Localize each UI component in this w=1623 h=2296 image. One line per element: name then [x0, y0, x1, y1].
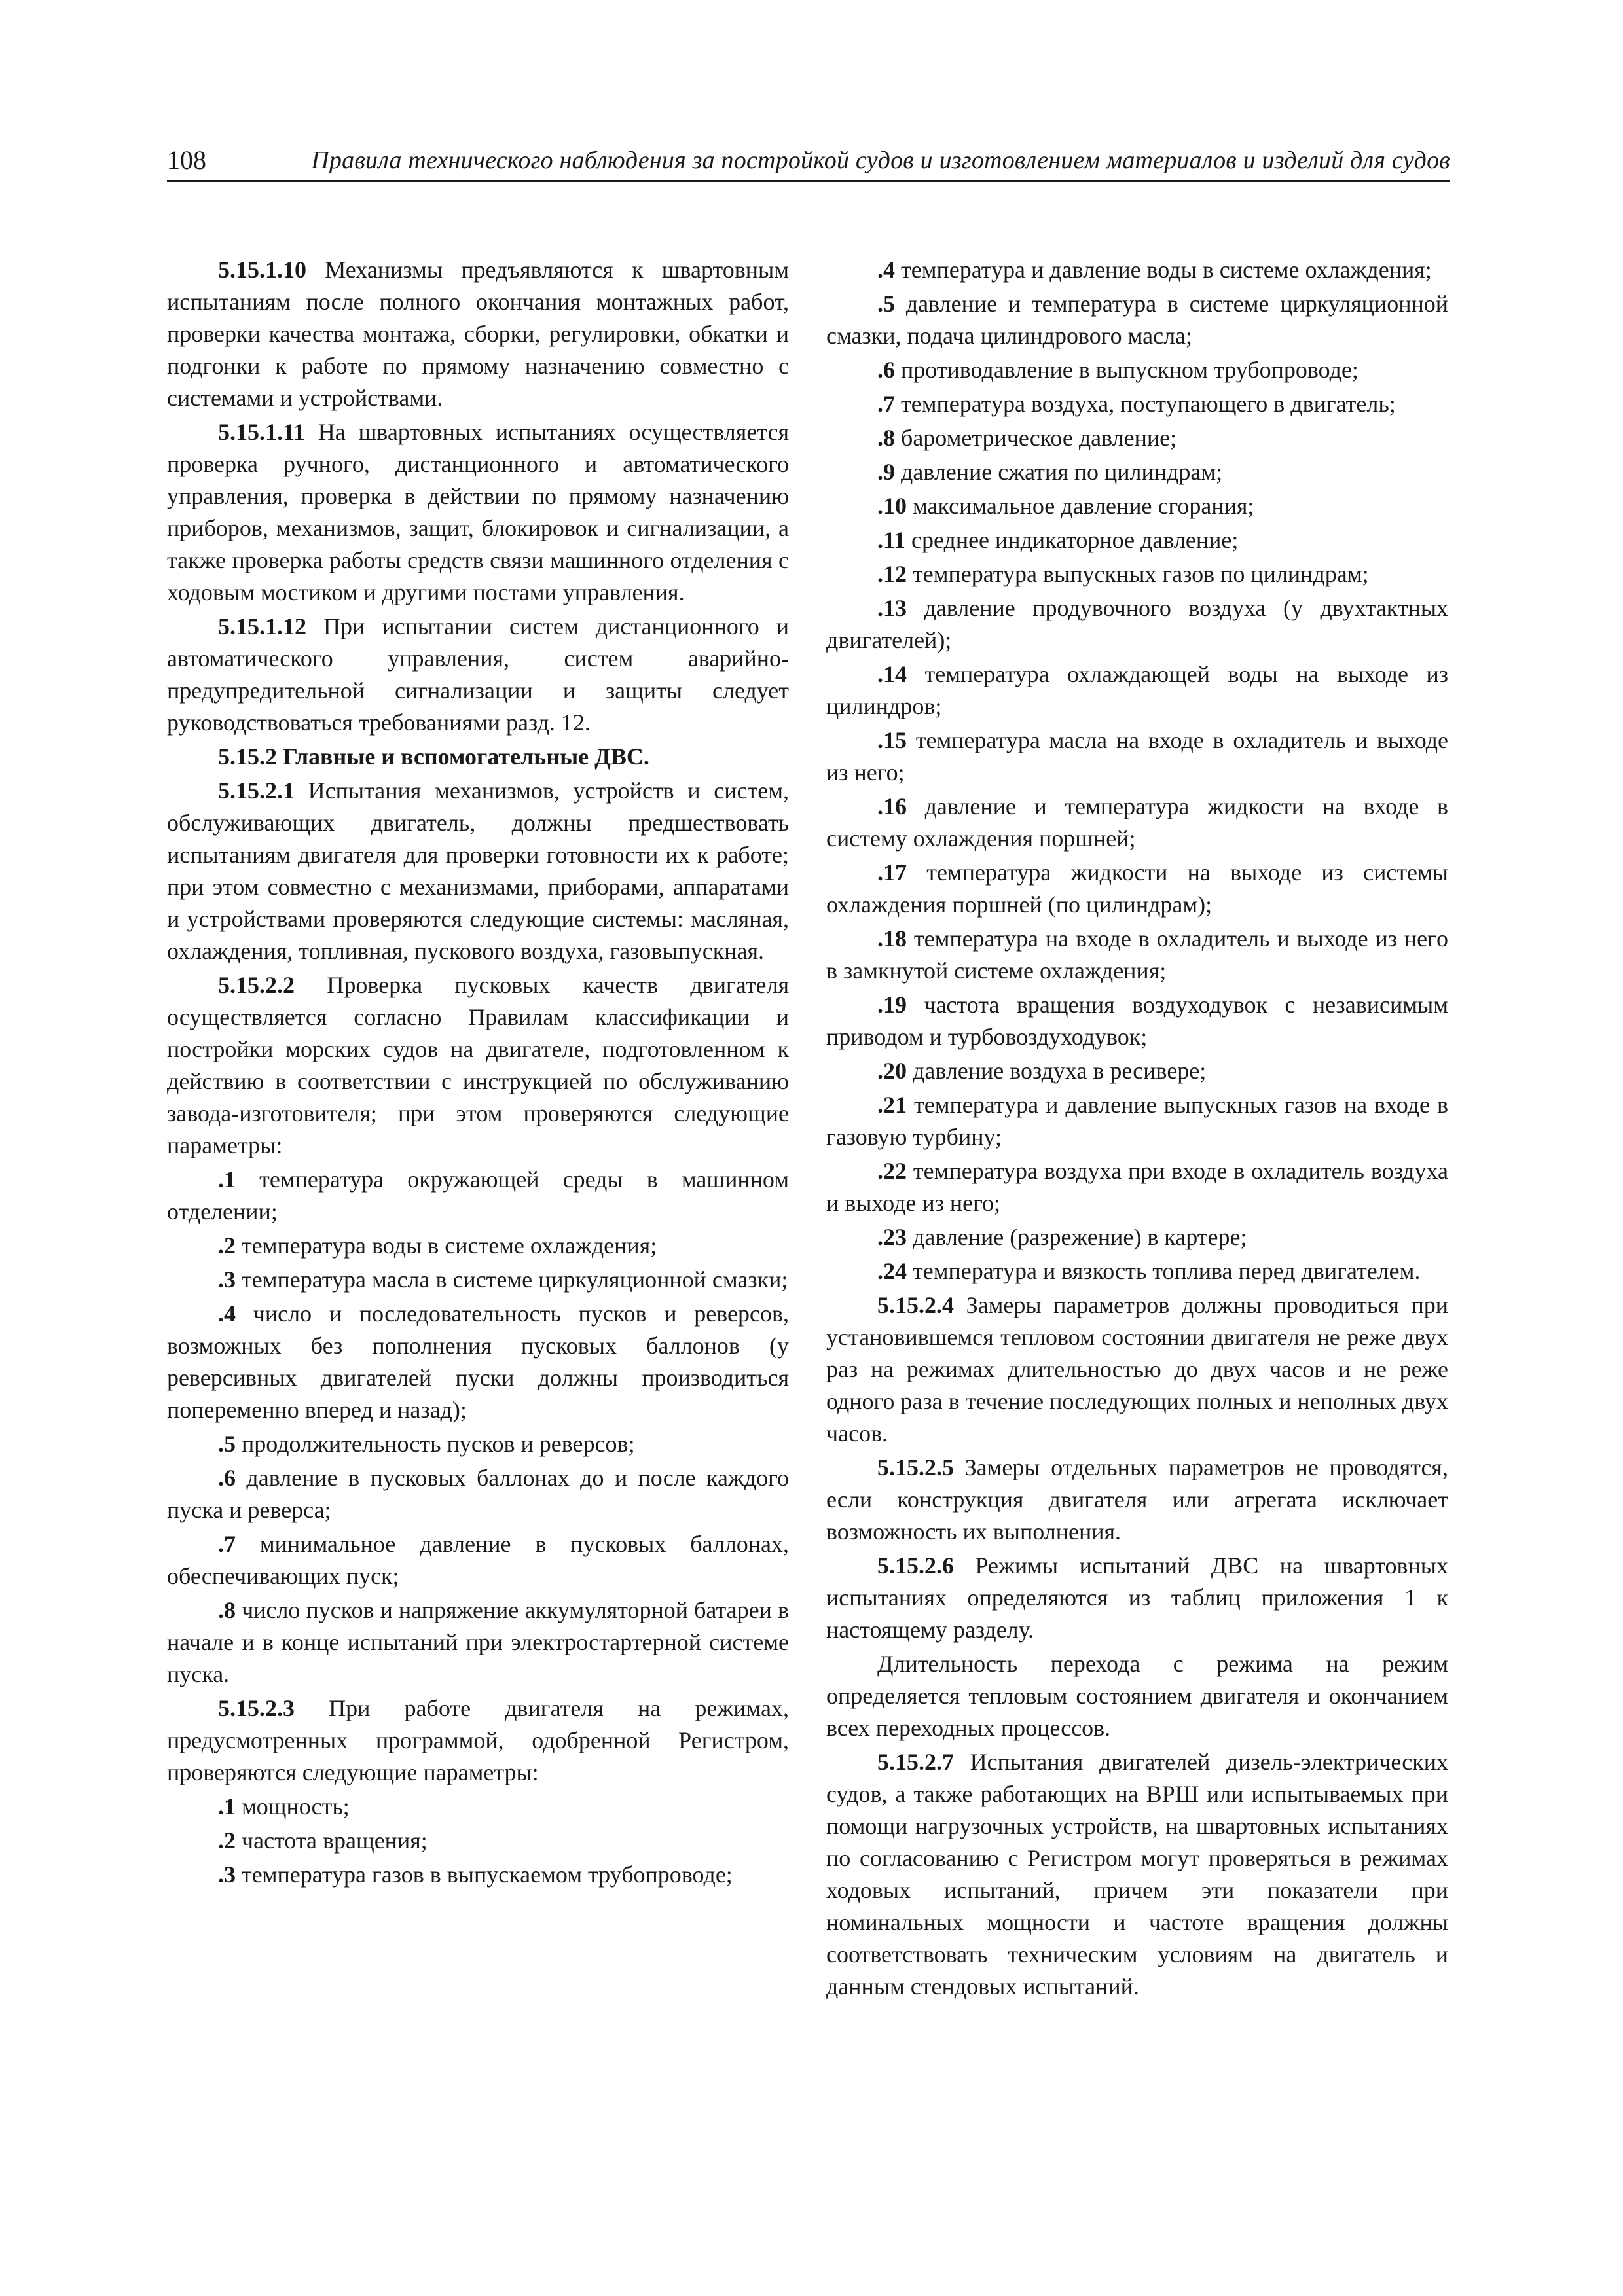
paragraph: 5.15.1.11 На швартовных испытаниях осуществляется проверка ручного, дистанционного и автоматического управления, проверка в действии по прямому назначению приборов, механизмов, защит, блокировок и сигнализации, а также проверка работы средств связи машинного отделения с ходовым мостиком и другими постами управления.	[167, 419, 789, 605]
right-column	[826, 254, 1448, 2005]
list-item: .6 давление в пусковых баллонах до и после каждого пуска и реверса;	[167, 1465, 789, 1523]
list-item: .19 частота вращения воздуходувок с независимым приводом и турбовоздуходувок;	[826, 992, 1448, 1050]
paragraph: 5.15.2.2 Проверка пусковых качеств двигателя осуществляется согласно Правилам классификации и постройки морских судов на двигателе, подготовленном к действию в соответствии с инструкцией по обслуживанию завода-изготовителя; при этом проверяются следующие параметры:	[167, 972, 789, 1158]
list-item: .3 температура масла в системе циркуляционной смазки;	[218, 1266, 788, 1293]
list-item: .22 температура воздуха при входе в охладитель воздуха и выходе из него;	[826, 1158, 1448, 1216]
paragraph: 5.15.2.4 Замеры параметров должны проводиться при установившемся тепловом состоянии двигателя не реже двух раз на режимах длительностью до двух часов и не реже одного раза в течение последующих полных и неполных двух часов.	[826, 1292, 1448, 1446]
list-item: .13 давление продувочного воздуха (у двухтактных двигателей);	[826, 595, 1448, 653]
paragraph: 5.15.2.7 Испытания двигателей дизель-электрических судов, а также работающих на ВРШ или испытываемых при помощи нагрузочных устройств, на швартовных испытаниях по согласованию с Регистром могут проверяться в режимах ходовых испытаний, причем эти показатели при номинальных мощности и частоте вращения должны соответствовать техническим условиям на двигатель и данным стендовых испытаний.	[826, 1749, 1448, 2000]
list-item: .7 минимальное давление в пусковых баллонах, обеспечивающих пуск;	[167, 1531, 789, 1589]
list-item: .1 температура окружающей среды в машинном отделении;	[167, 1166, 789, 1225]
running-title: Правила технического наблюдения за постройкой судов и изготовлением материалов и изделий для судов	[311, 147, 1450, 174]
list-item: .1 мощность;	[218, 1793, 350, 1820]
list-item: .2 частота вращения;	[218, 1827, 428, 1854]
list-item: .15 температура масла на входе в охладитель и выходе из него;	[826, 727, 1448, 785]
paragraph: 5.15.2.5 Замеры отдельных параметров не проводятся, если конструкция двигателя или агрегата исключает возможность их выполнения.	[826, 1454, 1448, 1545]
left-column	[167, 254, 789, 1893]
list-item: .14 температура охлаждающей воды на выходе из цилиндров;	[826, 661, 1448, 719]
list-item: .4 число и последовательность пусков и реверсов, возможных без пополнения пусковых баллонов (у реверсивных двигателей пуски должны производиться попеременно вперед и назад);	[167, 1300, 789, 1423]
list-item: .11 среднее индикаторное давление;	[877, 527, 1239, 553]
paragraph: 5.15.2.3 При работе двигателя на режимах, предусмотренных программой, одобренной Регистром, проверяются следующие параметры:	[167, 1695, 789, 1785]
list-item: .18 температура на входе в охладитель и выходе из него в замкнутой системе охлаждения;	[826, 925, 1448, 984]
list-item: .5 продолжительность пусков и реверсов;	[218, 1431, 635, 1457]
paragraph: 5.15.2.6 Режимы испытаний ДВС на швартовных испытаниях определяются из таблиц приложения 1 к настоящему разделу.	[826, 1552, 1448, 1643]
list-item: .7 температура воздуха, поступающего в двигатель;	[877, 391, 1396, 417]
running-header	[167, 141, 1450, 182]
list-item: .21 температура и давление выпускных газов на входе в газовую турбину;	[826, 1092, 1448, 1150]
list-item: .8 барометрическое давление;	[877, 425, 1177, 451]
page-number: 108	[167, 145, 206, 175]
list-item: .16 давление и температура жидкости на входе в систему охлаждения поршней;	[826, 793, 1448, 852]
paragraph: Длительность перехода с режима на режим определяется тепловым состоянием двигателя и окончанием всех переходных процессов.	[826, 1651, 1448, 1741]
list-item: .2 температура воды в системе охлаждения;	[218, 1232, 657, 1259]
list-item: .24 температура и вязкость топлива перед двигателем.	[877, 1258, 1421, 1284]
list-item: .17 температура жидкости на выходе из системы охлаждения поршней (по цилиндрам);	[826, 859, 1448, 918]
list-item: .4 температура и давление воды в системе охлаждения;	[877, 257, 1432, 283]
section-heading: 5.15.2 Главные и вспомогательные ДВС.	[218, 744, 649, 770]
paragraph: 5.15.2.1 Испытания механизмов, устройств и систем, обслуживающих двигатель, должны предшествовать испытаниям двигателя для проверки готовности их к работе; при этом совместно с механизмами, приборами, аппаратами и устройствами проверяются следующие системы: масляная, охлаждения, топливная, пускового воздуха, газовыпускная.	[167, 778, 789, 964]
list-item: .23 давление (разрежение) в картере;	[877, 1224, 1247, 1250]
list-item: .6 противодавление в выпускном трубопроводе;	[877, 357, 1359, 383]
paragraph: 5.15.1.12 При испытании систем дистанционного и автоматического управления, систем аварийно-предупредительной сигнализации и защиты следует руководствоваться требованиями разд. 12.	[167, 613, 789, 736]
list-item: .3 температура газов в выпускаемом трубопроводе;	[218, 1861, 733, 1888]
list-item: .9 давление сжатия по цилиндрам;	[877, 459, 1223, 485]
list-item: .5 давление и температура в системе циркуляционной смазки, подача цилиндрового масла;	[826, 291, 1448, 349]
paragraph: 5.15.1.10 Механизмы предъявляются к швартовным испытаниям после полного окончания монтажных работ, проверки качества монтажа, сборки, регулировки, обкатки и подгонки к работе по прямому назначению совместно с системами и устройствами.	[167, 257, 789, 411]
list-item: .20 давление воздуха в ресивере;	[877, 1058, 1207, 1084]
list-item: .8 число пусков и напряжение аккумуляторной батареи в начале и в конце испытаний при электростартерной системе пуска.	[167, 1597, 789, 1687]
list-item: .12 температура выпускных газов по цилиндрам;	[877, 561, 1369, 587]
list-item: .10 максимальное давление сгорания;	[877, 493, 1254, 519]
